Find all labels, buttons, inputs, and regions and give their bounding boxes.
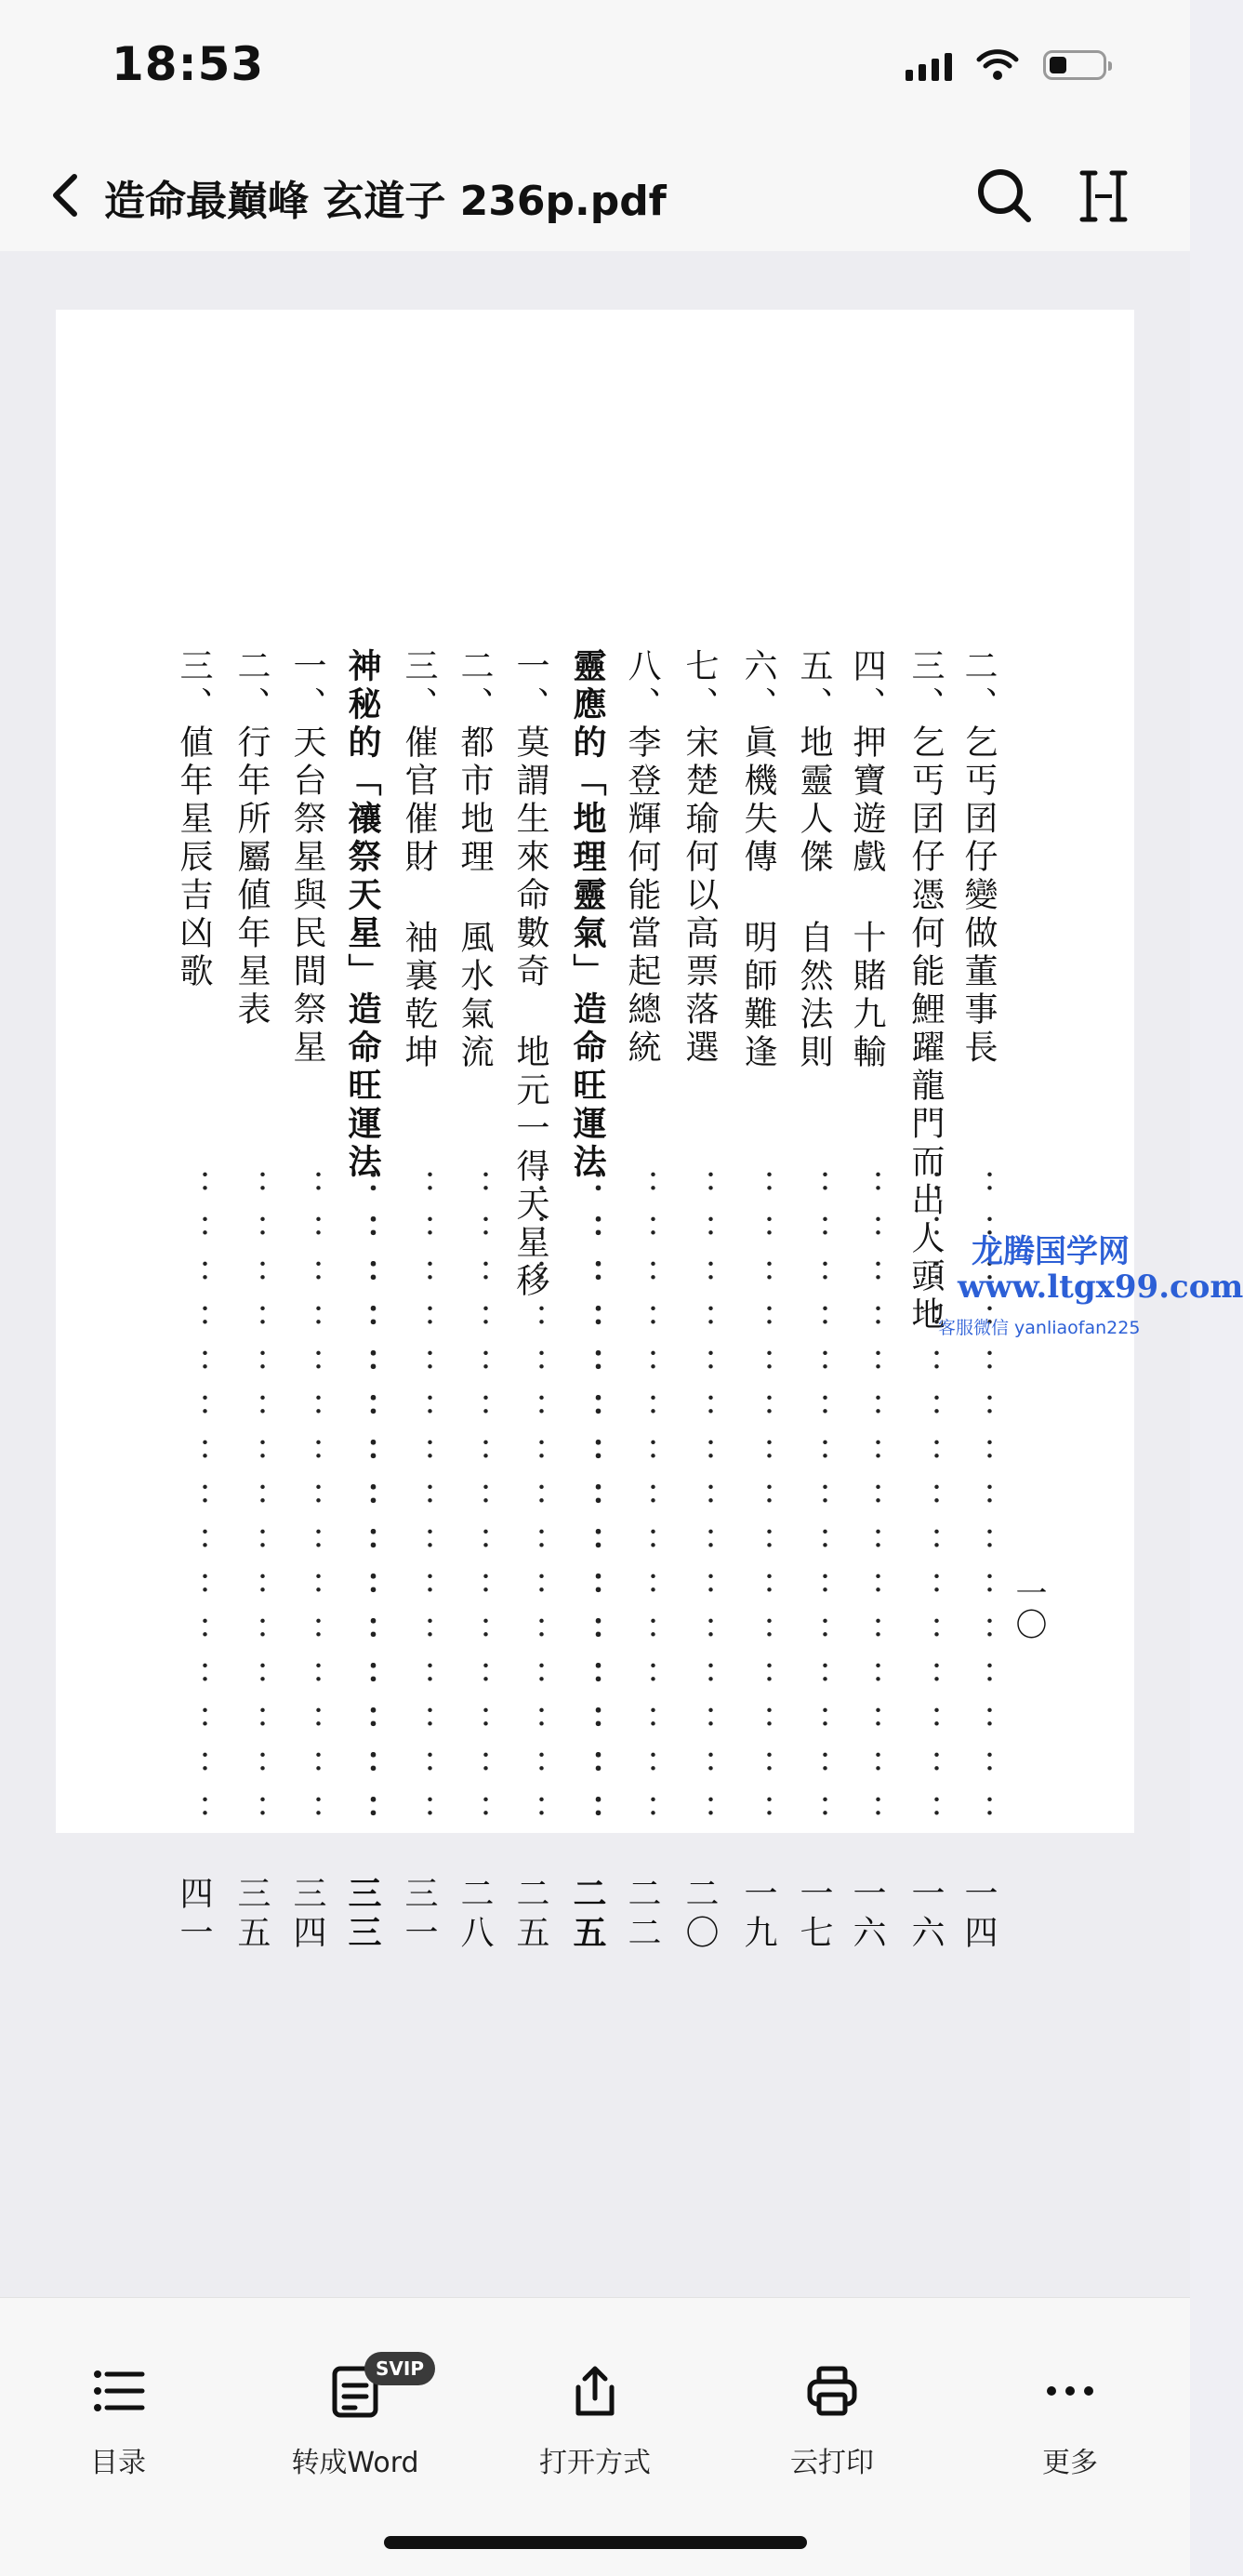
toc-entry-title: 三、乞丐囝仔憑何能鯉躍龍門而出人頭地 — [906, 648, 945, 1334]
more-label: 更多 — [1042, 2447, 1098, 2479]
toc-entry-title: 一、莫謂生來命數奇 地元一得天星移 — [511, 648, 549, 1301]
toc-leader-dots: ：：：：：：：：：：：：：：： — [795, 1169, 833, 1839]
toc-entry-page: 一九 — [739, 1876, 777, 1954]
watermark-contact: 客服微信 yanliaofan225 — [938, 1318, 1141, 1338]
convert-word-label: 转成Word — [291, 2447, 419, 2479]
toc-leader-dots: ：：：：：：：：：：：：：：： — [906, 1169, 945, 1839]
toc-entry-title: 二、行年所屬値年星表 — [232, 648, 271, 1029]
open-with-label: 打开方式 — [539, 2447, 651, 2479]
toc-entry-page: 三五 — [232, 1876, 271, 1954]
toc-entry-title: 二、都市地理 風水氣流 — [456, 648, 494, 1072]
watermark-url: www.ltgx99.com — [958, 1268, 1243, 1306]
toc-entry-title: 四、押寶遊戲 十賭九輸 — [848, 648, 886, 1072]
toc-leader-dots: ：：：：：：：：：：：：：：： — [739, 1169, 777, 1839]
convert-word-button[interactable] — [262, 2298, 448, 2493]
list-icon — [90, 2363, 146, 2419]
toc-entry-page: 一四 — [959, 1876, 998, 1954]
toc-entry-page: 三四 — [288, 1876, 326, 1954]
toc-entry-page: 二八 — [456, 1876, 494, 1954]
toc-entry-page: 二〇 — [681, 1876, 719, 1954]
search-icon[interactable] — [972, 164, 1036, 227]
toc-entry-title: 五、地靈人傑 自然法則 — [795, 648, 833, 1072]
toc-leader-dots: ：：：：：：：：：：：：：：： — [232, 1169, 271, 1839]
back-icon[interactable] — [39, 167, 95, 223]
toc-leader-dots: ：：：：：：：：：：：：：：： — [288, 1169, 326, 1839]
toc-leader-dots: ：：：：：：：：：：：：：：： — [343, 1169, 382, 1839]
toc-entry-page: 一六 — [906, 1876, 945, 1954]
toc-entry-title: 六、眞機失傳 明師難逢 — [739, 648, 777, 1072]
toc-entry-page: 一六 — [848, 1876, 886, 1954]
battery-icon — [1043, 50, 1106, 80]
toc-entry-title: 八、李登輝何能當起總統 — [623, 648, 661, 1068]
toc-entry-title: 三、催官催財 袖裏乾坤 — [400, 648, 438, 1072]
print-icon — [804, 2363, 860, 2419]
toc-entry-title: 三、値年星辰吉凶歌 — [175, 648, 213, 991]
toc-entry-page: 一七 — [795, 1876, 833, 1954]
table-of-contents — [126, 648, 1018, 1954]
bottom-toolbar — [0, 2297, 1190, 2576]
toc-entry-title: 一、天台祭星與民間祭星 — [288, 648, 326, 1068]
toc-entry-page: 二五 — [568, 1876, 607, 1954]
toc-entry-title: 靈應的「地理靈氣」造命旺運法 — [568, 648, 607, 1182]
toc-entry-page: 四一 — [175, 1876, 213, 1954]
toc-leader-dots: ：：：：：：：：：：：：：：： — [681, 1169, 719, 1839]
toc-leader-dots: ：：：：：：：：：：：：：：： — [848, 1169, 886, 1839]
toc-leader-dots: ：：：：：：：：：：：：：：： — [456, 1169, 494, 1839]
status-bar — [0, 0, 1190, 139]
watermark-title: 龙腾国学网 — [972, 1233, 1130, 1270]
page-number: 一〇 — [1010, 1576, 1047, 1640]
svip-badge: SVIP — [364, 2352, 435, 2385]
cloud-print-button[interactable] — [739, 2298, 925, 2493]
more-button[interactable] — [977, 2298, 1163, 2493]
status-time: 18:53 — [112, 37, 265, 91]
toc-leader-dots: ：：：：：：：：：：：：：：： — [623, 1169, 661, 1839]
nav-bar — [0, 139, 1190, 251]
toc-leader-dots: ：：：：：：：：：：：：：：： — [959, 1169, 998, 1839]
toc-entry-page: 三一 — [400, 1876, 438, 1954]
toc-button[interactable] — [25, 2298, 211, 2493]
share-icon — [567, 2363, 623, 2419]
toc-leader-dots: ：：：：：：：：：：：：：：： — [400, 1169, 438, 1839]
watermark — [938, 1226, 1243, 1338]
toc-entry-page: 二二 — [623, 1876, 661, 1954]
toc-entry-title: 神秘的「禳祭天星」造命旺運法 — [343, 648, 382, 1182]
toc-leader-dots: ：：：：：：：：：：：：：：： — [175, 1169, 213, 1839]
toc-entry-title: 七、宋楚瑜何以高票落選 — [681, 648, 719, 1068]
toc-entry-page: 三三 — [343, 1876, 382, 1954]
toc-leader-dots: ：：：：：：：：：：：：：：： — [568, 1169, 607, 1839]
open-with-button[interactable] — [502, 2298, 688, 2493]
cloud-print-label: 云打印 — [790, 2447, 874, 2479]
document-title: 造命最巔峰 玄道子 236p.pdf — [104, 178, 667, 225]
toc-label: 目录 — [90, 2447, 146, 2479]
status-icons — [906, 48, 1106, 82]
toc-entry-page: 二五 — [511, 1876, 549, 1954]
toc-entry-title: 二、乞丐囝仔變做董事長 — [959, 648, 998, 1068]
page-layout-icon[interactable] — [1073, 166, 1134, 227]
toc-leader-dots: ：：：：：：：：：：：：：：： — [511, 1169, 549, 1839]
wifi-icon — [976, 48, 1019, 82]
cellular-signal-icon — [906, 49, 952, 81]
home-indicator — [384, 2536, 807, 2549]
more-icon — [1042, 2363, 1098, 2419]
